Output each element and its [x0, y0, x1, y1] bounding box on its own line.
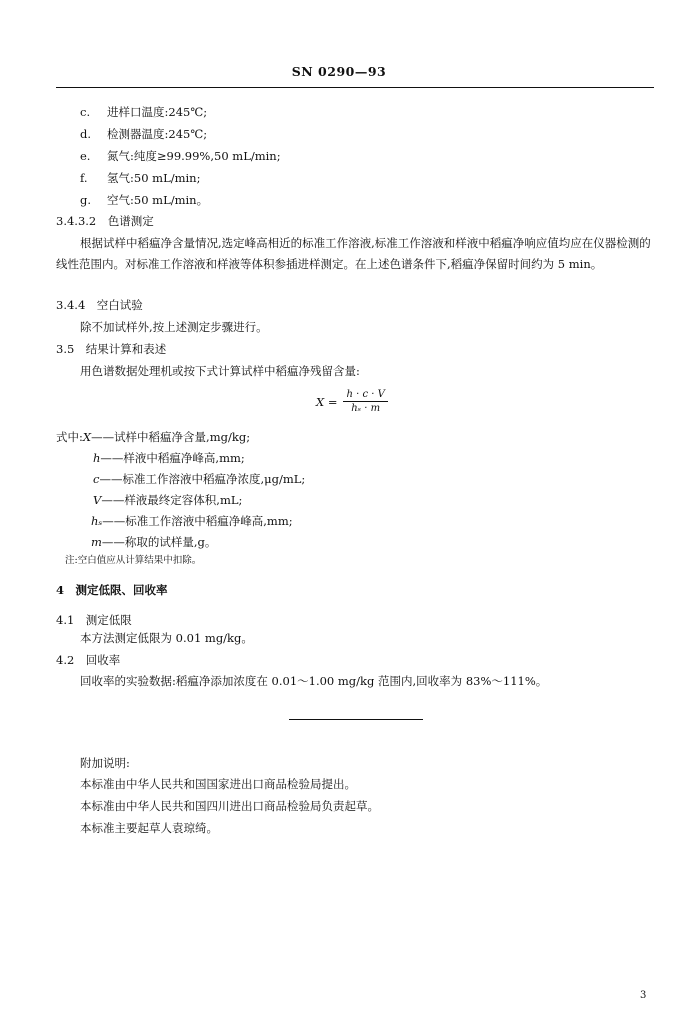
- variable-symbol: m: [91, 535, 102, 549]
- appendix-line: 本标准主要起草人袁琼绮。: [80, 821, 218, 835]
- variable-row-m: [91, 534, 216, 550]
- section-3432-heading: 3.4.3.2 色谱测定: [56, 214, 154, 228]
- condition-label: e.: [80, 149, 91, 163]
- section-35-intro: 用色谱数据处理机或按下式计算试样中稻瘟净残留含量:: [80, 364, 360, 378]
- section-41-heading: 4.1 测定低限: [56, 613, 132, 627]
- section-35-heading: 3.5 结果计算和表述: [56, 342, 167, 356]
- formula-fraction: [343, 389, 387, 414]
- condition-text: 氢气:50 mL/min;: [107, 171, 201, 185]
- calculation-note: 注:空白值应从计算结果中扣除。: [65, 555, 202, 566]
- variable-desc: ——试样中稻瘟净含量,mg/kg;: [91, 430, 251, 444]
- variable-symbol: h: [93, 451, 101, 465]
- condition-label: d.: [80, 127, 92, 141]
- variable-symbol: X: [82, 430, 92, 444]
- condition-label: c.: [80, 105, 91, 119]
- standard-code-header: SN 0290—93: [291, 64, 387, 79]
- variable-desc: ——标准工作溶液中稻瘟净浓度,μg/mL;: [99, 472, 306, 486]
- condition-item-e: [80, 148, 281, 164]
- section-4-heading: 4 测定低限、回收率: [56, 583, 168, 597]
- section-42-heading: 4.2 回收率: [56, 653, 121, 667]
- variable-symbol: V: [93, 493, 102, 507]
- formula-lhs: X =: [316, 394, 338, 409]
- header-rule: [56, 87, 654, 88]
- condition-item-g: [80, 192, 208, 208]
- condition-item-c: [80, 104, 207, 120]
- section-3432-body: 根据试样中稻瘟净含量情况,选定峰高相近的标准工作溶液,标准工作溶液和样液中稻瘟净响应值均应在仪器检测的线性范围内。对标准工作溶液和样液等体积参插进样测定。在上述色谱条件下,稻瘟净保留时间约为 5 min。: [56, 236, 651, 271]
- section-41-body: 本方法测定低限为 0.01 mg/kg。: [80, 631, 253, 645]
- section-separator: [289, 719, 423, 720]
- appendix-line: 本标准由中华人民共和国四川进出口商品检验局负责起草。: [80, 799, 379, 813]
- variable-row-hs: [91, 513, 293, 529]
- formula-numerator: h · c · V: [343, 389, 387, 402]
- variable-row-h: [93, 450, 245, 466]
- appendix-line: 本标准由中华人民共和国国家进出口商品检验局提出。: [80, 777, 356, 791]
- calculation-formula: [316, 389, 388, 414]
- variable-symbol: hₛ: [91, 514, 103, 528]
- appendix-title: 附加说明:: [80, 756, 130, 770]
- condition-text: 进样口温度:245℃;: [107, 105, 208, 119]
- condition-item-f: [80, 170, 200, 186]
- variable-desc: ——称取的试样量,g。: [101, 535, 217, 549]
- variable-symbol: c: [93, 472, 100, 486]
- section-344-heading: 3.4.4 空白试验: [56, 298, 143, 312]
- condition-text: 氮气:纯度≥99.99%,50 mL/min;: [107, 149, 281, 163]
- section-344-body: 除不加试样外,按上述测定步骤进行。: [80, 320, 268, 334]
- condition-item-d: [80, 126, 207, 142]
- variable-row-x: [56, 429, 250, 445]
- condition-text: 空气:50 mL/min。: [107, 193, 209, 207]
- condition-label: g.: [80, 193, 92, 207]
- variable-desc: ——样液中稻瘟净峰高,mm;: [100, 451, 245, 465]
- condition-text: 检测器温度:245℃;: [107, 127, 208, 141]
- variable-desc: ——标准工作溶液中稻瘟净峰高,mm;: [102, 514, 293, 528]
- variable-row-c: [93, 471, 305, 487]
- page-number: 3: [640, 990, 647, 1001]
- section-42-body: 回收率的实验数据:稻瘟净添加浓度在 0.01～1.00 mg/kg 范围内,回收率为 83%～111%。: [80, 674, 548, 688]
- variable-desc: ——样液最终定容体积,mL;: [101, 493, 243, 507]
- variable-row-v: [93, 492, 242, 508]
- formula-denominator: hₛ · m: [351, 403, 381, 414]
- condition-label: f.: [80, 171, 88, 185]
- where-label: 式中:: [56, 430, 83, 444]
